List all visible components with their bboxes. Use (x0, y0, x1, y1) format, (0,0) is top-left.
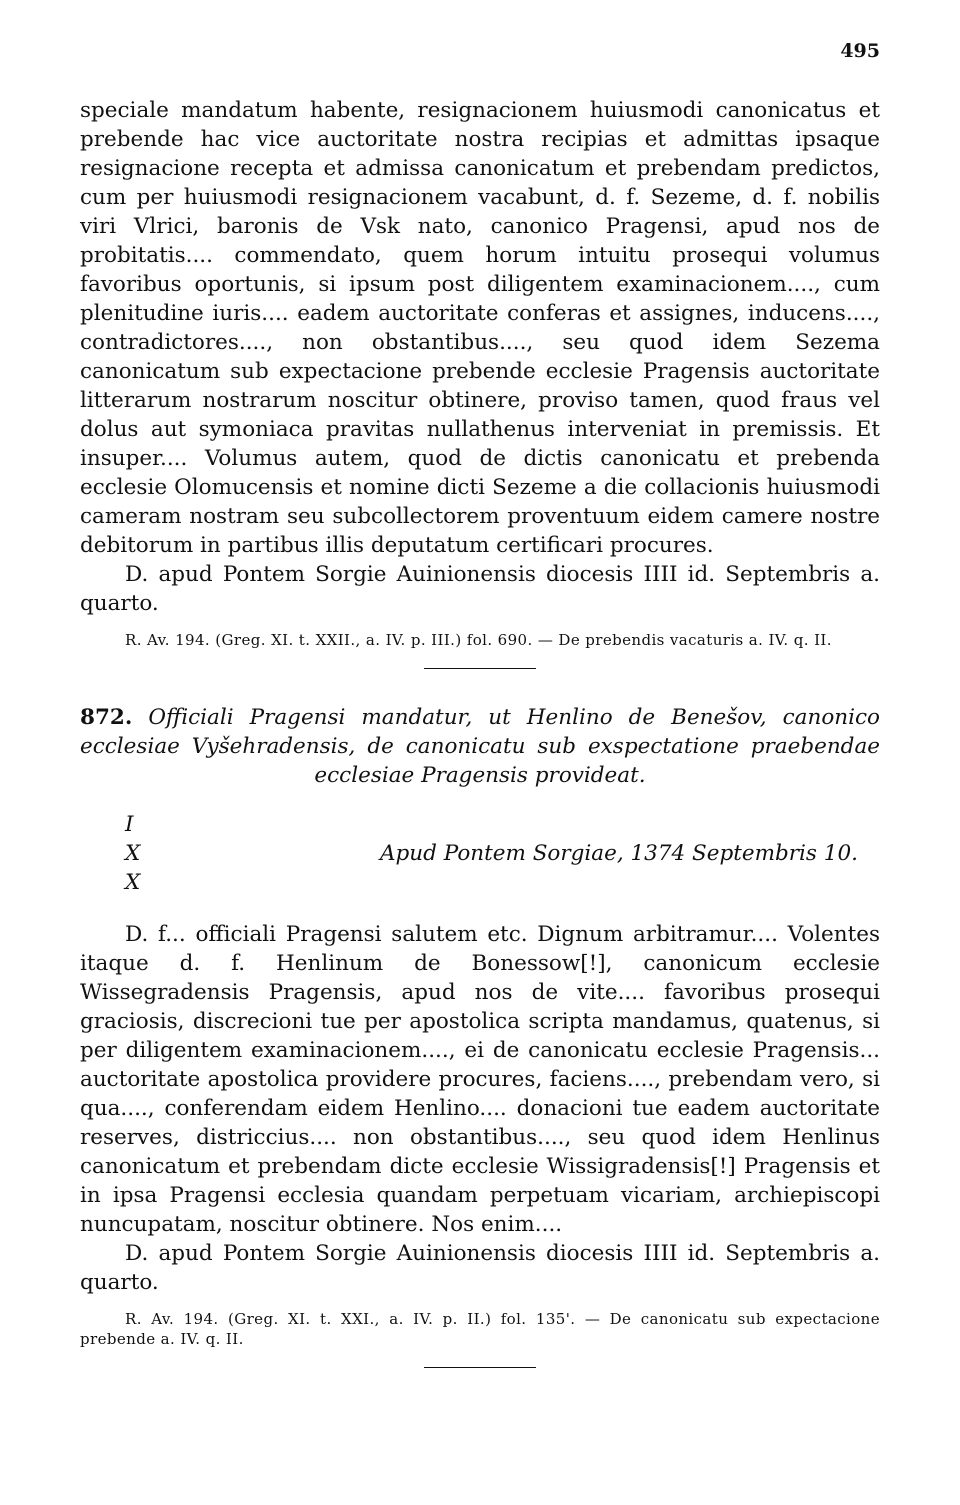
page-number: 495 (840, 40, 880, 62)
continuation-paragraph: speciale mandatum habente, resignacionem huiusmodi canonicatus et prebende hac vice auctoritate nostra recipias et admittas ipsaque resignacione recepta et admissa canonicatum et prebendam predictos, cum per huiusmodi resignacionem vacabunt, d. f. Sezeme, d. f. nobilis viri Vlrici, baronis de Vsk nato, canonico Pragensi, apud nos de probitatis.... commendato, quem horum intuitu prosequi volumus favoribus oportunis, si ipsum post diligentem examinacionem...., cum plenitudine iuris.... eadem auctoritate conferas et assignes, inducens...., contradictores...., non obstantibus...., seu quod idem Sezema canonicatum sub expectacione prebende ecclesie Pragensis auctoritate litterarum nostrarum noscitur obtinere, proviso tamen, quod fraus vel dolus aut symoniaca pravitas nullathenus interveniat in premissis. Et insuper.... Volumus autem, quod de dictis canonicatu et prebenda ecclesie Olomucensis et nomine dicti Sezeme a die collacionis huiusmodi cameram nostram seu subcollectorem proventuum eidem camere nostre debitorum in partibus illis deputatum certificari procures. (80, 98, 880, 558)
page-body (80, 96, 880, 1368)
document-regest: Officiali Pragensi mandatur, ut Henlino de Benešov, canonico ecclesiae Vyšehradensis, de canonicatu sub exspectatione praebendae ecclesiae Pragensis provideat. (80, 705, 881, 788)
document-heading (80, 703, 880, 790)
continuation-dating: D. apud Pontem Sorgie Auinionensis diocesis IIII id. Septembris a. quarto. (80, 562, 880, 616)
document-dating: D. apud Pontem Sorgie Auinionensis diocesis IIII id. Septembris a. quarto. (80, 1241, 880, 1295)
document-metadata (80, 810, 880, 898)
roman-numeral: X (125, 841, 141, 866)
document-source-note: R. Av. 194. (Greg. XI. t. XXI., a. IV. p. II.) fol. 135'. — De canonicatu sub expectacione prebende a. IV. q. II. (80, 1310, 880, 1348)
section-divider (424, 1367, 536, 1368)
place-date: Apud Pontem Sorgiae, 1374 Septembris 10. (380, 841, 858, 866)
roman-numeral: X (125, 870, 141, 895)
document-number: 872. (80, 705, 133, 730)
roman-numeral: I (125, 812, 134, 837)
document-page (80, 0, 880, 1505)
continuation-source-note: R. Av. 194. (Greg. XI. t. XXII., a. IV. p. III.) fol. 690. — De prebendis vacaturis a. IV. q. II. (125, 631, 832, 649)
section-divider (424, 668, 536, 669)
document-text: D. f... officiali Pragensi salutem etc. Dignum arbitramur.... Volentes itaque d. f. Henlinum de Bonessow[!], canonicum ecclesie Wissegradensis Pragensis, apud nos de vite.... favoribus prosequi graciosis, discrecioni tue per apostolica scripta mandamus, quatenus, si per diligentem examinacionem...., ei de canonicatu ecclesie Pragensis... auctoritate apostolica providere procures, faciens...., prebendam vero, si qua...., conferendam eidem Henlino.... donacioni tue eadem auctoritate reserves, districcius.... non obstantibus...., seu quod idem Henlinus canonicatum et prebendam dicte ecclesie Wissigradensis[!] Pragensis et in ipsa Pragensi ecclesia quandam perpetuam vicariam, archiepiscopi nuncupatam, noscitur obtinere. Nos enim.... (80, 922, 880, 1237)
